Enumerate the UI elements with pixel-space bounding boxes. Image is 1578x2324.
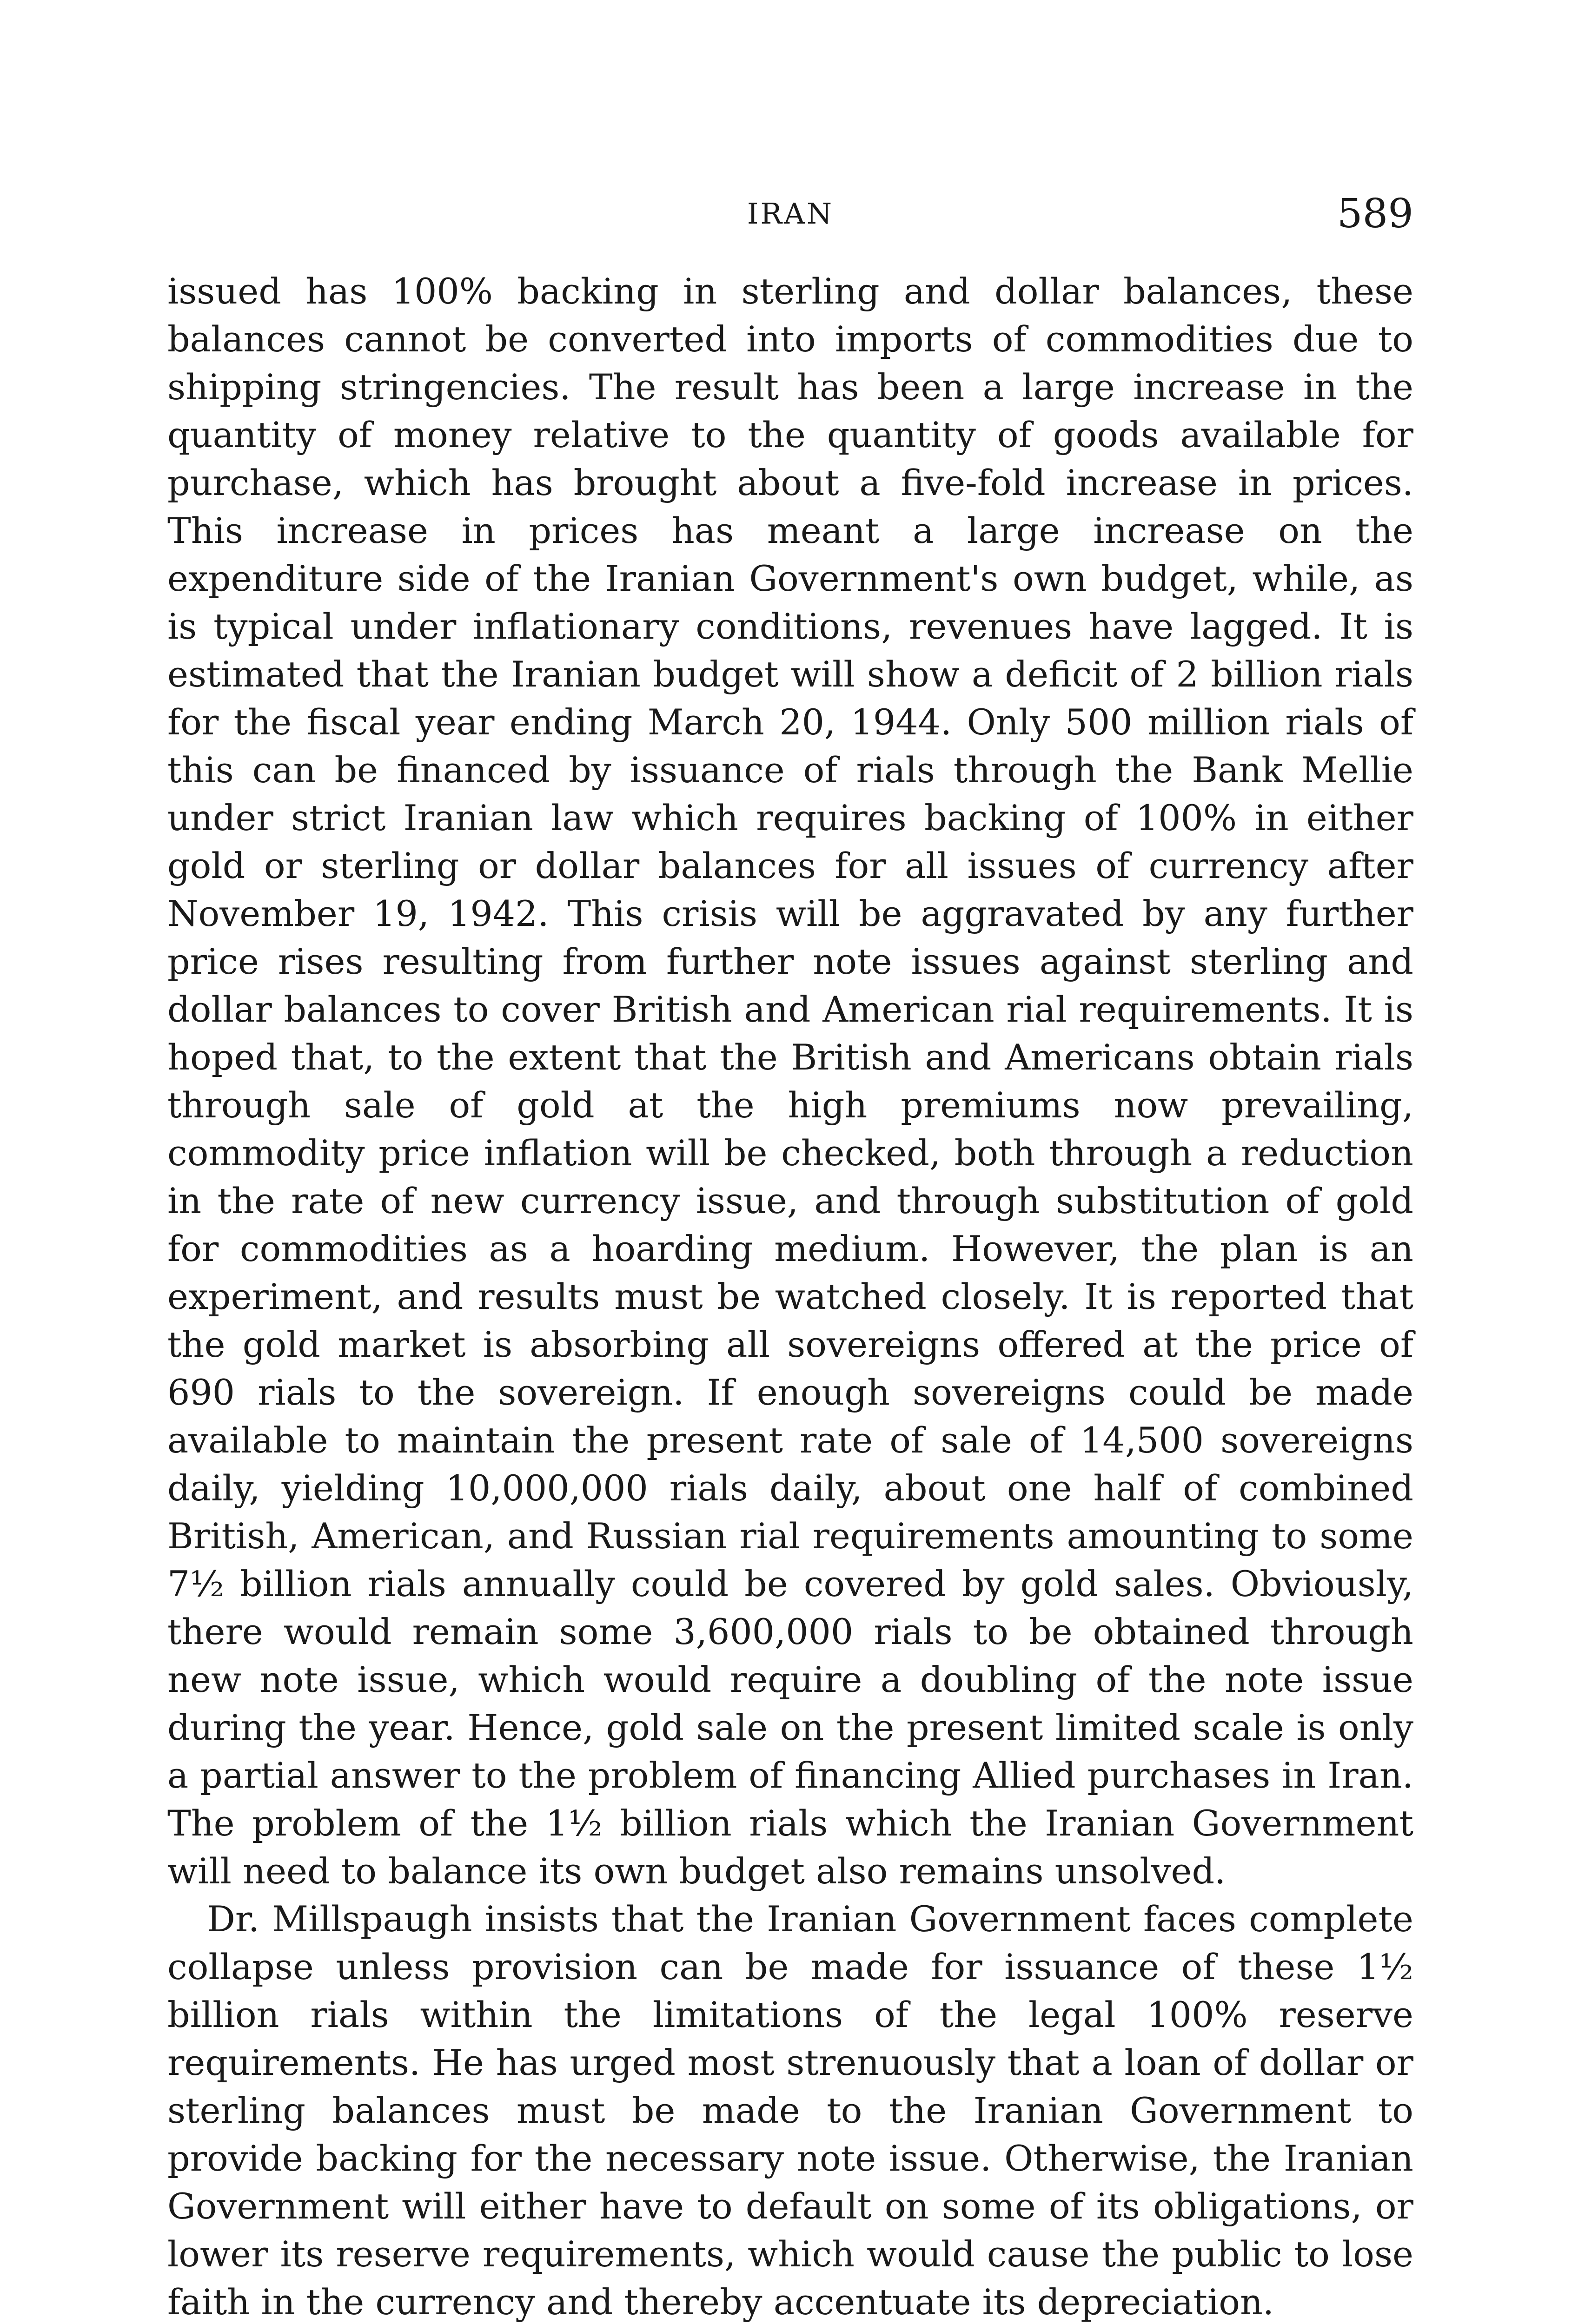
running-header [167, 191, 1413, 242]
body-text [167, 267, 1413, 2324]
paragraph-continued: issued has 100% backing in sterling and dollar balances, these balances cannot be converted into imports of commodities due to shipping stringencies. The result has been a large increase in the quantity of money relative to the quantity of goods available for purchase, which has brought about a five-fold increase in prices. This increase in prices has meant a large increase on the expenditure side of the Iranian Government's own budget, while, as is typical under inflationary conditions, revenues have lagged. It is estimated that the Iranian budget will show a deficit of 2 billion rials for the fiscal year ending March 20, 1944. Only 500 million rials of this can be financed by issuance of rials through the Bank Mellie under strict Iranian law which requires backing of 100% in either gold or sterling or dollar balances for all issues of currency after November 19, 1942. This crisis will be aggravated by any further price rises resulting from further note issues against sterling and dollar balances to cover British and American rial requirements. It is hoped that, to the extent that the British and Americans obtain rials through sale of gold at the high premiums now prevailing, commodity price inflation will be checked, both through a reduction in the rate of new currency issue, and through substitution of gold for commodities as a hoarding medium. However, the plan is an experiment, and results must be watched closely. It is reported that the gold market is absorbing all sovereigns offered at the price of 690 rials to the sovereign. If enough sovereigns could be made available to maintain the present rate of sale of 14,500 sovereigns daily, yielding 10,000,000 rials daily, about one half of combined British, American, and Russian rial requirements amounting to some 7½ billion rials annually could be covered by gold sales. Obviously, there would remain some 3,600,000 rials to be obtained through new note issue, which would require a doubling of the note issue during the year. Hence, gold sale on the present limited scale is only a partial answer to the problem of financing Allied purchases in Iran. The problem of the 1½ billion rials which the Iranian Government will need to balance its own budget also remains unsolved. [167, 271, 1413, 1892]
page-number: 589 [1337, 191, 1413, 237]
running-title: IRAN [747, 197, 834, 231]
paragraph-millspaugh: Dr. Millspaugh insists that the Iranian Government faces complete collapse unless provision can be made for issuance of these 1½ billion rials within the limitations of the legal 100% reserve requirements. He has urged most strenuously that a loan of dollar or sterling balances must be made to the Iranian Government to provide backing for the necessary note issue. Otherwise, the Iranian Government will either have to default on some of its obligations, or lower its reserve requirements, which would cause the public to lose faith in the currency and thereby accentuate its depreciation. [167, 1898, 1413, 2323]
